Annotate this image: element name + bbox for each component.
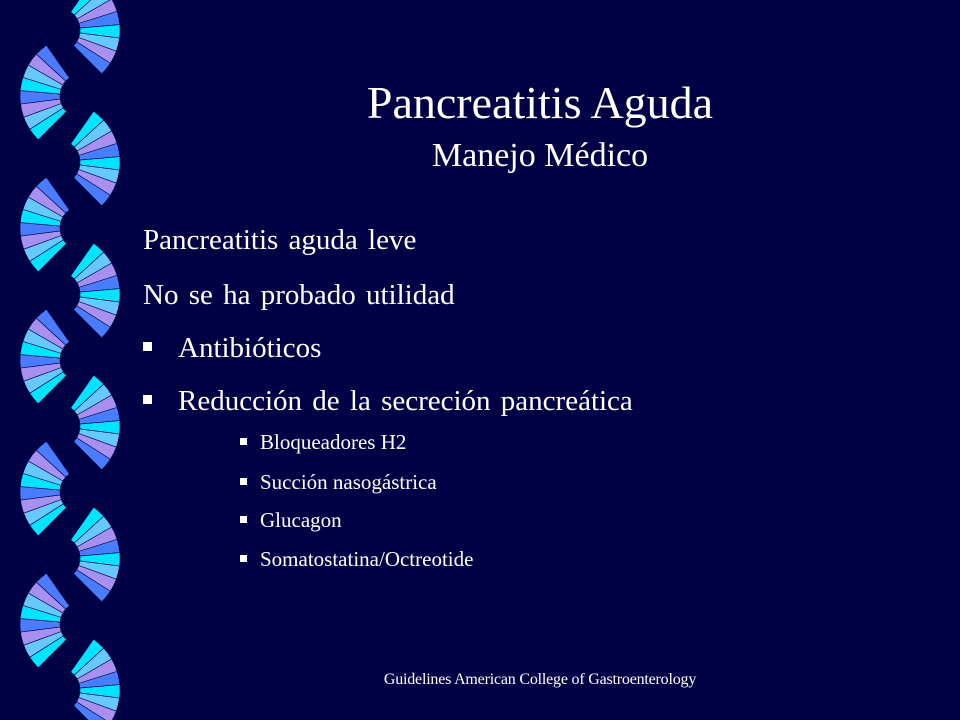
fan-segment	[20, 45, 69, 140]
fan-segment	[71, 111, 120, 206]
fan-segment	[20, 309, 69, 404]
sub-bullet-square-icon	[240, 438, 247, 445]
sub-bullet-glucagon: Glucagon	[260, 508, 342, 532]
fan-segment	[71, 0, 120, 74]
fan-ribbon-decoration	[0, 0, 140, 720]
sub-bullet-square-icon	[240, 516, 247, 523]
sub-bullet-square-icon	[240, 555, 247, 562]
sub-bullet-nasogastric: Succión nasogástrica	[260, 470, 437, 494]
body-line-mild: Pancreatitis aguda leve	[143, 224, 417, 256]
fan-segment	[20, 177, 69, 272]
slide-title: Pancreatitis Aguda	[366, 77, 714, 128]
slide-footer: Guidelines American College of Gastroenterology	[383, 671, 697, 688]
bullet-secretion-reduction: Reducción de la secreción pancreática	[178, 385, 633, 417]
sub-bullet-somatostatin: Somatostatina/Octreotide	[260, 547, 474, 571]
fan-segment	[20, 573, 69, 668]
body-line-utility: No se ha probado utilidad	[143, 279, 455, 311]
bullet-square-icon	[143, 395, 152, 404]
bullet-antibiotics: Antibióticos	[178, 332, 322, 364]
fan-segment	[71, 243, 120, 338]
sub-bullet-h2-blockers: Bloqueadores H2	[260, 430, 407, 454]
fan-segment	[71, 639, 120, 720]
fan-segment	[71, 375, 120, 470]
fan-segment	[71, 507, 120, 602]
slide-subtitle: Manejo Médico	[431, 137, 649, 174]
fan-segment	[20, 441, 69, 536]
bullet-square-icon	[143, 342, 152, 351]
sub-bullet-square-icon	[240, 478, 247, 485]
